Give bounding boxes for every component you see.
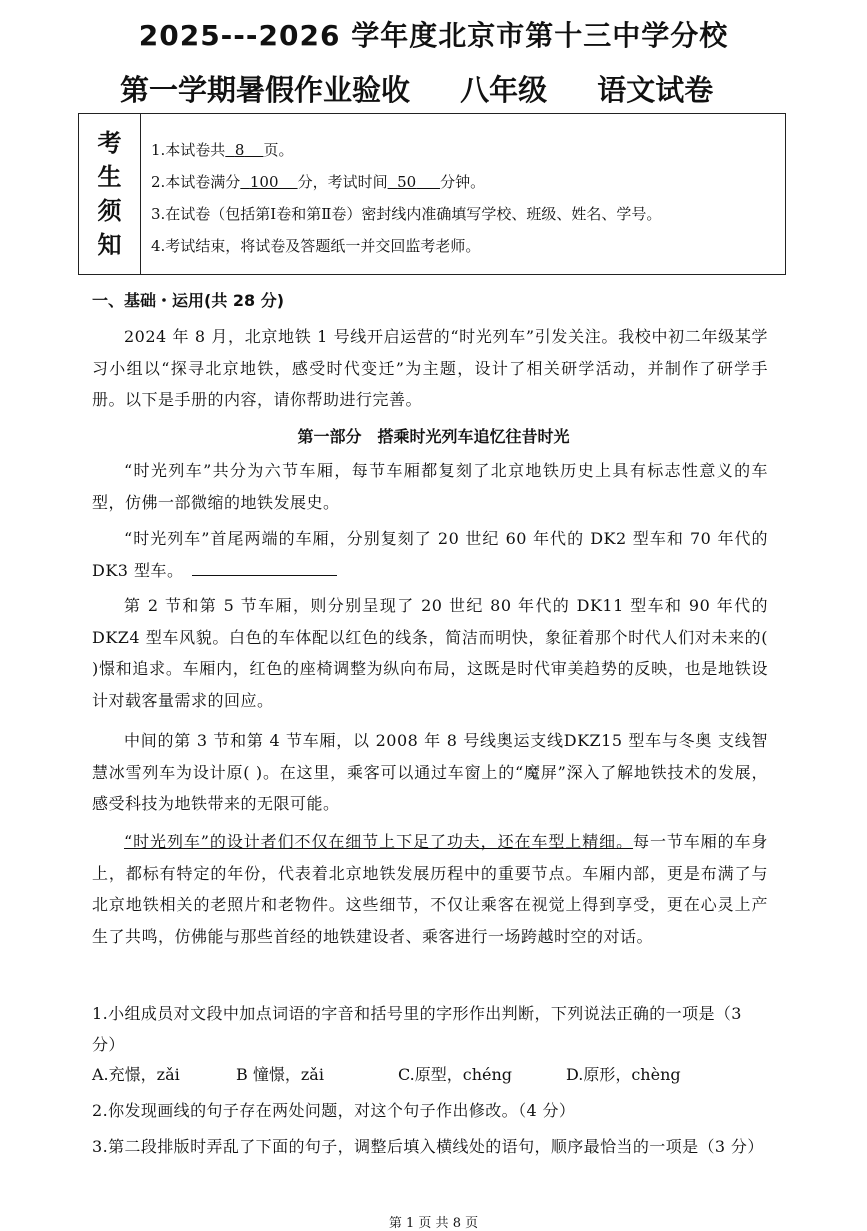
paragraph-1: “时光列车”共分为六节车厢，每节车厢都复刻了北京地铁历史上具有标志性意义的车型，仿佛一部微缩的地铁发展史。 xyxy=(92,461,768,512)
question-2: 2.你发现画线的句子存在两处问题，对这个句子作出修改。（4 分） xyxy=(92,1101,576,1120)
paragraph-4: 中间的第 3 节和第 4 节车厢，以 2008 年 8 号线奥运支线DKZ15 型车与冬奥 支线智慧冰雪列车为设计原( )。在这里，乘客可以通过车窗上的“魔屏”深入了解地铁技术的发展，感受科技为地铁带来的无限可能。 xyxy=(92,731,768,813)
notice-item-submit: 4.考试结束，将试卷及答题纸一并交回监考老师。 xyxy=(151,237,481,255)
notice-item-fill-info: 3.在试卷（包括第Ⅰ卷和第Ⅱ卷）密封线内准确填写学校、班级、姓名、学号。 xyxy=(151,205,662,223)
notice-text: 分，考试时间 xyxy=(297,173,388,191)
notice-heading-char: 考 xyxy=(97,129,122,157)
option-a: A.充憬，zǎi xyxy=(92,1065,180,1084)
notice-text: 2.本试卷满分 xyxy=(151,173,241,191)
option-b: B 憧憬，zǎi xyxy=(236,1065,324,1084)
option-d: D.原形，chèng xyxy=(566,1065,681,1084)
notice-list xyxy=(151,138,661,266)
time-blank xyxy=(388,173,440,191)
paragraph-5-rest: 每一节车厢的车身上，都标有特定的年份，代表着北京地铁发展历程中的重要节点。车厢内部，更是布满了与北京地铁相关的老照片和老物件。这些细节，不仅让乘客在视觉上得到享受，更在心灵上产生了共鸣，仿佛能与那些首经的地铁建设者、乘客进行一场跨越时空的对话。 xyxy=(92,832,768,946)
section-heading: 一、基础・运用(共 28 分) xyxy=(92,291,285,310)
notice-heading-char: 须 xyxy=(97,197,122,225)
exam-title-line1: 2025---2026 学年度北京市第十三中学分校 xyxy=(138,19,729,52)
exam-notice-box xyxy=(78,113,786,275)
notice-item-pages xyxy=(151,138,661,170)
score-blank xyxy=(240,173,297,191)
notice-heading-char: 生 xyxy=(97,163,122,191)
option-c: C.原型，chéng xyxy=(398,1065,513,1084)
paragraph-5 xyxy=(92,826,768,952)
underlined-sentence: “时光列车”的设计者们不仅在细节上下足了功夫，还在车型上精细。 xyxy=(124,832,634,851)
page-footer: 第 1 页 共 8 页 xyxy=(388,1216,479,1231)
notice-text: 分钟。 xyxy=(440,173,486,191)
notice-text: 1.本试卷共 xyxy=(151,141,226,159)
full-score-value: 100 xyxy=(249,173,279,191)
notice-text: 页。 xyxy=(263,141,294,159)
question-3: 3.第二段排版时弄乱了下面的句子，调整后填入横线处的语句，顺序最恰当的一项是（3 分） xyxy=(92,1137,764,1156)
part-heading: 第一部分 搭乘时光列车追忆往昔时光 xyxy=(297,427,570,446)
notice-item-score-time xyxy=(151,170,661,202)
intro-paragraph: 2024 年 8 月，北京地铁 1 号线开启运营的“时光列车”引发关注。我校中初二年级某学习小组以“探寻北京地铁，感受时代变迁”为主题，设计了相关研学活动，并制作了研学手册。以下是手册的内容，请你帮助进行完善。 xyxy=(92,327,768,409)
notice-heading xyxy=(79,114,141,274)
question-1: 1.小组成员对文段中加点词语的字音和括号里的字形作出判断，下列说法正确的一项是（3 分） xyxy=(92,1004,742,1054)
answer-blank-line xyxy=(192,559,337,576)
page-count-value: 8 xyxy=(234,141,245,159)
notice-heading-char: 知 xyxy=(97,231,122,259)
question-1-options xyxy=(92,1062,681,1085)
exam-time-value: 50 xyxy=(397,173,417,191)
paragraph-2-text: “时光列车”首尾两端的车厢，分别复刻了 20 世纪 60 年代的 DK2 型车和 70 年代的DK3 型车。 xyxy=(92,529,768,580)
page-count-blank xyxy=(225,141,263,159)
paragraph-3: 第 2 节和第 5 节车厢，则分别呈现了 20 世纪 80 年代的 DK11 型车和 90 年代的 DKZ4 型车风貌。白色的车体配以红色的线条，简洁而明快，象征着那个时代人们对未来的( )憬和追求。车厢内，红色的座椅调整为纵向布局，这既是时代审美趋势的反映，也是地铁设计对载客量需求的回应。 xyxy=(92,596,768,710)
exam-title-line2: 第一学期暑假作业验收 八年级 语文试卷 xyxy=(120,73,714,107)
paragraph-2 xyxy=(92,523,768,586)
